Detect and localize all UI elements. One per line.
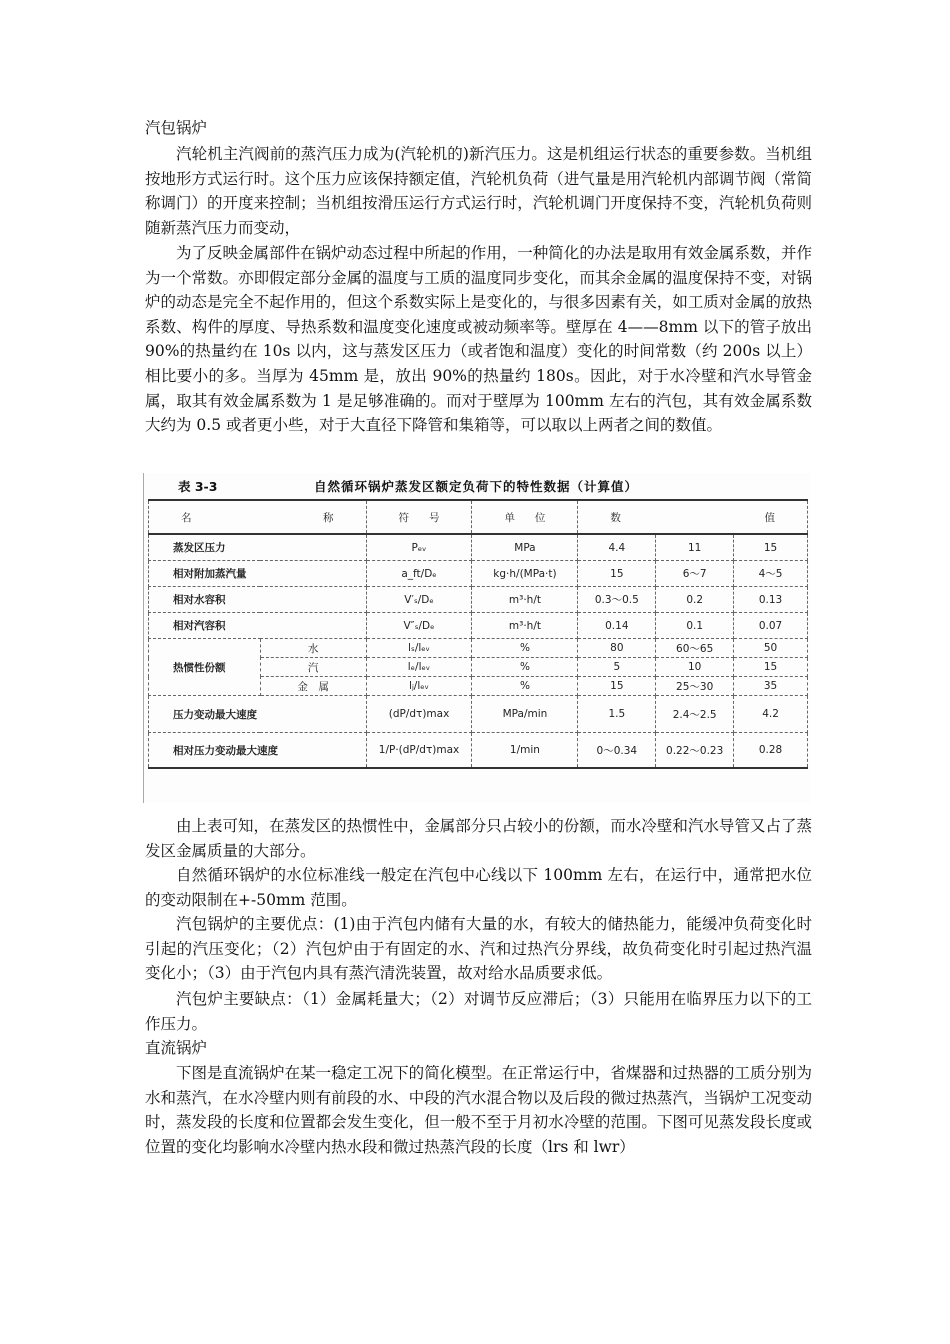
table-caption xyxy=(144,473,810,495)
row-value-2: 6～7 xyxy=(656,561,734,587)
table-header-row xyxy=(149,500,808,534)
table-figure xyxy=(143,473,810,803)
row-value-3: 0.13 xyxy=(734,587,808,613)
header-values: 数 值 xyxy=(578,500,808,534)
row-unit: MPa/min xyxy=(472,696,578,733)
row-unit: % xyxy=(472,639,578,658)
row-subname: 金 属 xyxy=(260,677,366,696)
row-value-2: 2.4～2.5 xyxy=(656,696,734,733)
section-heading-drum-boiler: 汽包锅炉 xyxy=(145,119,208,137)
row-symbol: a_ft/Dₑ xyxy=(366,561,472,587)
row-value-1: 80 xyxy=(578,639,656,658)
row-unit: kg·h/(MPa·t) xyxy=(472,561,578,587)
row-unit: % xyxy=(472,658,578,677)
row-unit: MPa xyxy=(472,534,578,561)
row-value-2: 60～65 xyxy=(656,639,734,658)
row-value-2: 0.1 xyxy=(656,613,734,639)
row-name: 蒸发区压力 xyxy=(149,534,367,561)
table-row xyxy=(149,733,808,769)
table-number: 表 3-3 xyxy=(178,479,218,494)
row-subname: 汽 xyxy=(260,658,366,677)
row-value-2: 10 xyxy=(656,658,734,677)
paragraph-steam-pressure: 汽轮机主汽阀前的蒸汽压力成为(汽轮机的)新汽压力。这是机组运行状态的重要参数。当机组按地形方式运行时。这个压力应该保持额定值，汽轮机负荷（进气量是用汽轮机内部调节阀（常简称调门）的开度来控制；当机组按滑压运行方式运行时，汽轮机调门开度保持不变，汽轮机负荷则随新蒸汽压力而变动， xyxy=(145,145,812,237)
row-symbol: V″ₛ/Dₑ xyxy=(366,613,472,639)
row-name: 相对压力变动最大速度 xyxy=(149,733,367,769)
characteristic-data-table xyxy=(148,499,808,769)
paragraph-advantages: 汽包锅炉的主要优点：(1)由于汽包内储有大量的水，有较大的储热能力，能缓冲负荷变化时引起的汽压变化；（2）汽包炉由于有固定的水、汽和过热汽分界线，故负荷变化时引起过热汽温变化小；（3）由于汽包内具有蒸汽清洗装置，故对给水品质要求低。 xyxy=(145,915,812,983)
paragraph-metal-coefficient: 为了反映金属部件在锅炉动态过程中所起的作用，一种简化的办法是取用有效金属系数，并作为一个常数。亦即假定部分金属的温度与工质的温度同步变化，而其余金属的温度保持不变，对锅炉的动态是完全不起作用的，但这个系数实际上是变化的，与很多因素有关，如工质对金属的放热系数、构件的厚度、导热系数和温度变化速度或被动频率等。壁厚在 4——8mm 以下的管子放出 90%的热量约在 10s 以内，这与蒸发区压力（或者饱和温度）变化的时间常数（约 200s 以上）相比要小的多。当厚为 45mm 是，放出 90%的热量约 180s。因此，对于水冷壁和汽水导管金属，取其有效金属系数为 1 是足够准确的。而对于壁厚为 100mm 左右的汽包，其有效金属系数大约为 0.5 或者更小些，对于大直径下降管和集箱等，可以取以上两者之间的数值。 xyxy=(145,244,812,435)
row-symbol: 1/P·(dP/dτ)max xyxy=(366,733,472,769)
row-value-1: 0.14 xyxy=(578,613,656,639)
row-name: 压力变动最大速度 xyxy=(149,696,367,733)
row-subname: 水 xyxy=(260,639,366,658)
row-unit: m³·h/t xyxy=(472,587,578,613)
row-value-3: 15 xyxy=(734,658,808,677)
row-unit: % xyxy=(472,677,578,696)
row-name: 相对附加蒸汽量 xyxy=(149,561,367,587)
row-symbol: lₛ/lₑᵥ xyxy=(366,639,472,658)
row-value-1: 15 xyxy=(578,561,656,587)
row-symbol: V′ₛ/Dₑ xyxy=(366,587,472,613)
row-unit: m³·h/t xyxy=(472,613,578,639)
header-symbol: 符 号 xyxy=(366,500,472,534)
row-value-2: 25～30 xyxy=(656,677,734,696)
table-row xyxy=(149,561,808,587)
paragraph-water-level: 自然循环锅炉的水位标准线一般定在汽包中心线以下 100mm 左右，在运行中，通常把水位的变动限制在+-50mm 范围。 xyxy=(145,866,812,909)
table-row xyxy=(149,613,808,639)
row-name: 相对水容积 xyxy=(149,587,367,613)
row-value-2: 0.22～0.23 xyxy=(656,733,734,769)
table-row xyxy=(149,534,808,561)
table-row xyxy=(149,587,808,613)
row-value-2: 11 xyxy=(656,534,734,561)
section-heading-once-through-boiler: 直流锅炉 xyxy=(145,1039,208,1057)
row-value-1: 1.5 xyxy=(578,696,656,733)
paragraph-disadvantages: 汽包炉主要缺点：（1）金属耗量大；（2）对调节反应滞后；（3）只能用在临界压力以下的工作压力。 xyxy=(145,990,812,1033)
row-symbol: (dP/dτ)max xyxy=(366,696,472,733)
row-value-3: 4.2 xyxy=(734,696,808,733)
row-value-3: 35 xyxy=(734,677,808,696)
row-value-3: 50 xyxy=(734,639,808,658)
row-value-2: 0.2 xyxy=(656,587,734,613)
row-symbol: lₑ/lₑᵥ xyxy=(366,658,472,677)
row-value-1: 5 xyxy=(578,658,656,677)
row-name-inertia: 热惯性份额 xyxy=(149,639,261,696)
row-value-1: 0～0.34 xyxy=(578,733,656,769)
row-symbol: lⱼ/lₑᵥ xyxy=(366,677,472,696)
row-value-1: 0.3～0.5 xyxy=(578,587,656,613)
row-value-1: 15 xyxy=(578,677,656,696)
table-row xyxy=(149,696,808,733)
table-title: 自然循环锅炉蒸发区额定负荷下的特性数据（计算值） xyxy=(314,479,639,494)
table-row xyxy=(149,639,808,658)
row-symbol: Pₑᵥ xyxy=(366,534,472,561)
row-value-3: 0.28 xyxy=(734,733,808,769)
row-unit: 1/min xyxy=(472,733,578,769)
paragraph-metal-share: 由上表可知，在蒸发区的热惯性中，金属部分只占较小的份额，而水冷壁和汽水导管又占了蒸发区金属质量的大部分。 xyxy=(145,817,812,860)
row-value-1: 4.4 xyxy=(578,534,656,561)
header-name: 名 称 xyxy=(149,500,367,534)
header-unit: 单 位 xyxy=(472,500,578,534)
row-name: 相对汽容积 xyxy=(149,613,367,639)
row-value-3: 4～5 xyxy=(734,561,808,587)
paragraph-once-through-model: 下图是直流锅炉在某一稳定工况下的简化模型。在正常运行中，省煤器和过热器的工质分别为水和蒸汽，在水冷壁内则有前段的水、中段的汽水混合物以及后段的微过热蒸汽，当锅炉工况变动时，蒸发段的长度和位置都会发生变化，但一般不至于月初水冷壁的范围。下图可见蒸发段长度或位置的变化均影响水冷壁内热水段和微过热蒸汽段的长度（lrs 和 lwr） xyxy=(145,1064,812,1156)
row-value-3: 0.07 xyxy=(734,613,808,639)
row-value-3: 15 xyxy=(734,534,808,561)
